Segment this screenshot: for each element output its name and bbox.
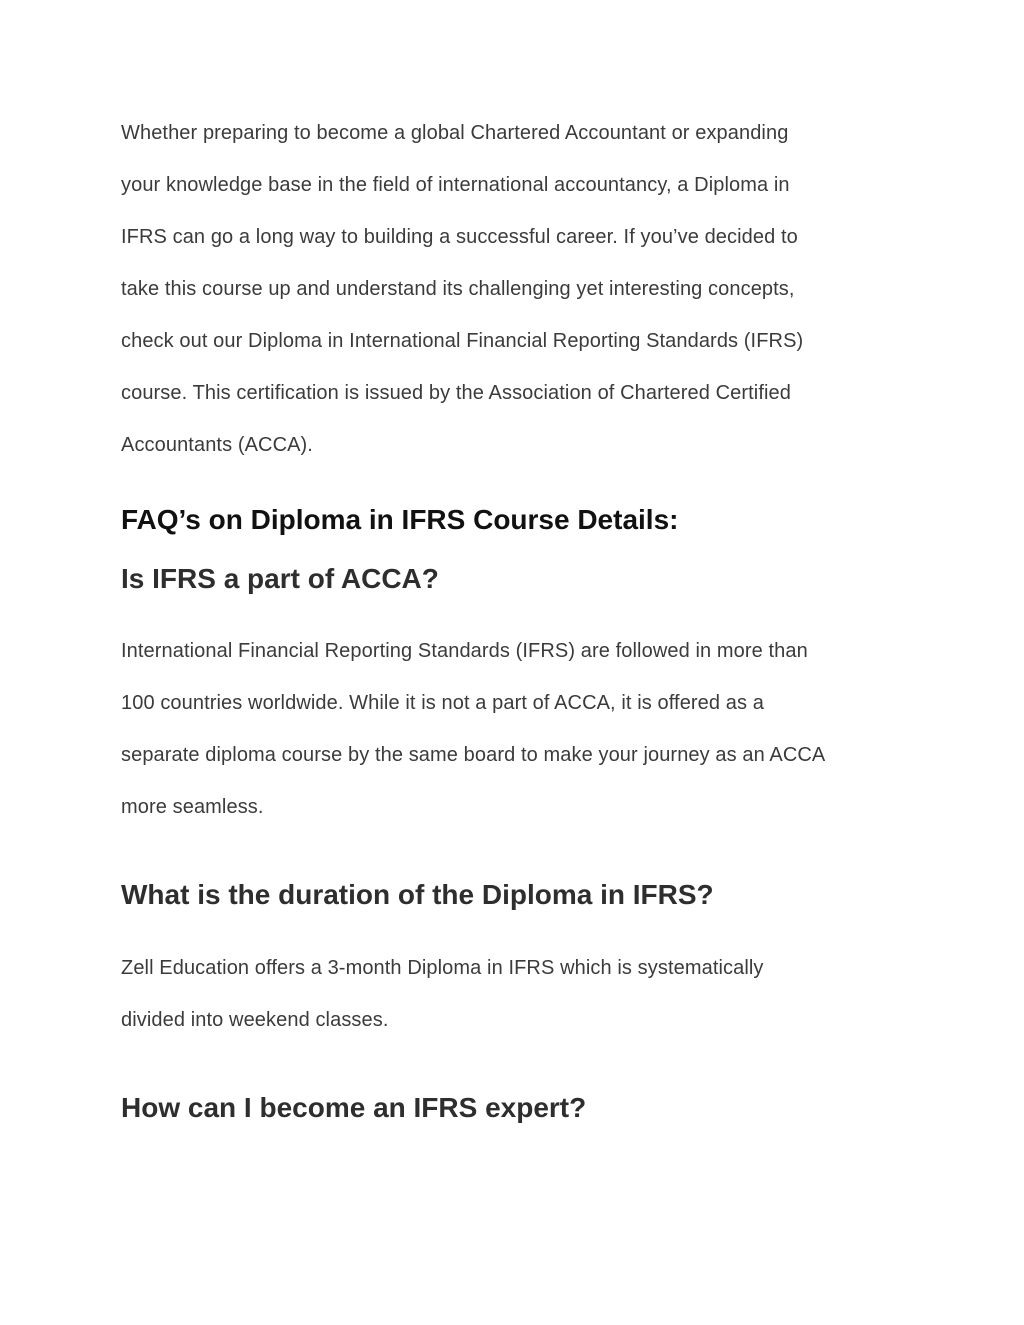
intro-line: your knowledge base in the field of international accountancy, a Diploma in	[121, 174, 790, 196]
faq-question: What is the duration of the Diploma in IFRS?	[121, 879, 714, 910]
intro-line: course. This certification is issued by the Association of Chartered Certified	[121, 382, 791, 404]
faq-heading: FAQ’s on Diploma in IFRS Course Details:	[121, 504, 679, 535]
answer-line: divided into weekend classes.	[121, 1009, 389, 1031]
faq-question: Is IFRS a part of ACCA?	[121, 563, 439, 594]
intro-line: Whether preparing to become a global Chartered Accountant or expanding	[121, 122, 789, 144]
answer-line: more seamless.	[121, 796, 264, 818]
intro-line: take this course up and understand its challenging yet interesting concepts,	[121, 278, 795, 300]
intro-line: check out our Diploma in International Financial Reporting Standards (IFRS)	[121, 330, 804, 352]
intro-line: Accountants (ACCA).	[121, 434, 313, 456]
intro-line: IFRS can go a long way to building a successful career. If you’ve decided to	[121, 226, 798, 248]
answer-line: separate diploma course by the same board to make your journey as an ACCA	[121, 744, 826, 766]
answer-line: International Financial Reporting Standards (IFRS) are followed in more than	[121, 640, 808, 662]
answer-line: Zell Education offers a 3-month Diploma in IFRS which is systematically	[121, 957, 764, 979]
faq-question: How can I become an IFRS expert?	[121, 1092, 587, 1123]
answer-line: 100 countries worldwide. While it is not a part of ACCA, it is offered as a	[121, 692, 764, 714]
